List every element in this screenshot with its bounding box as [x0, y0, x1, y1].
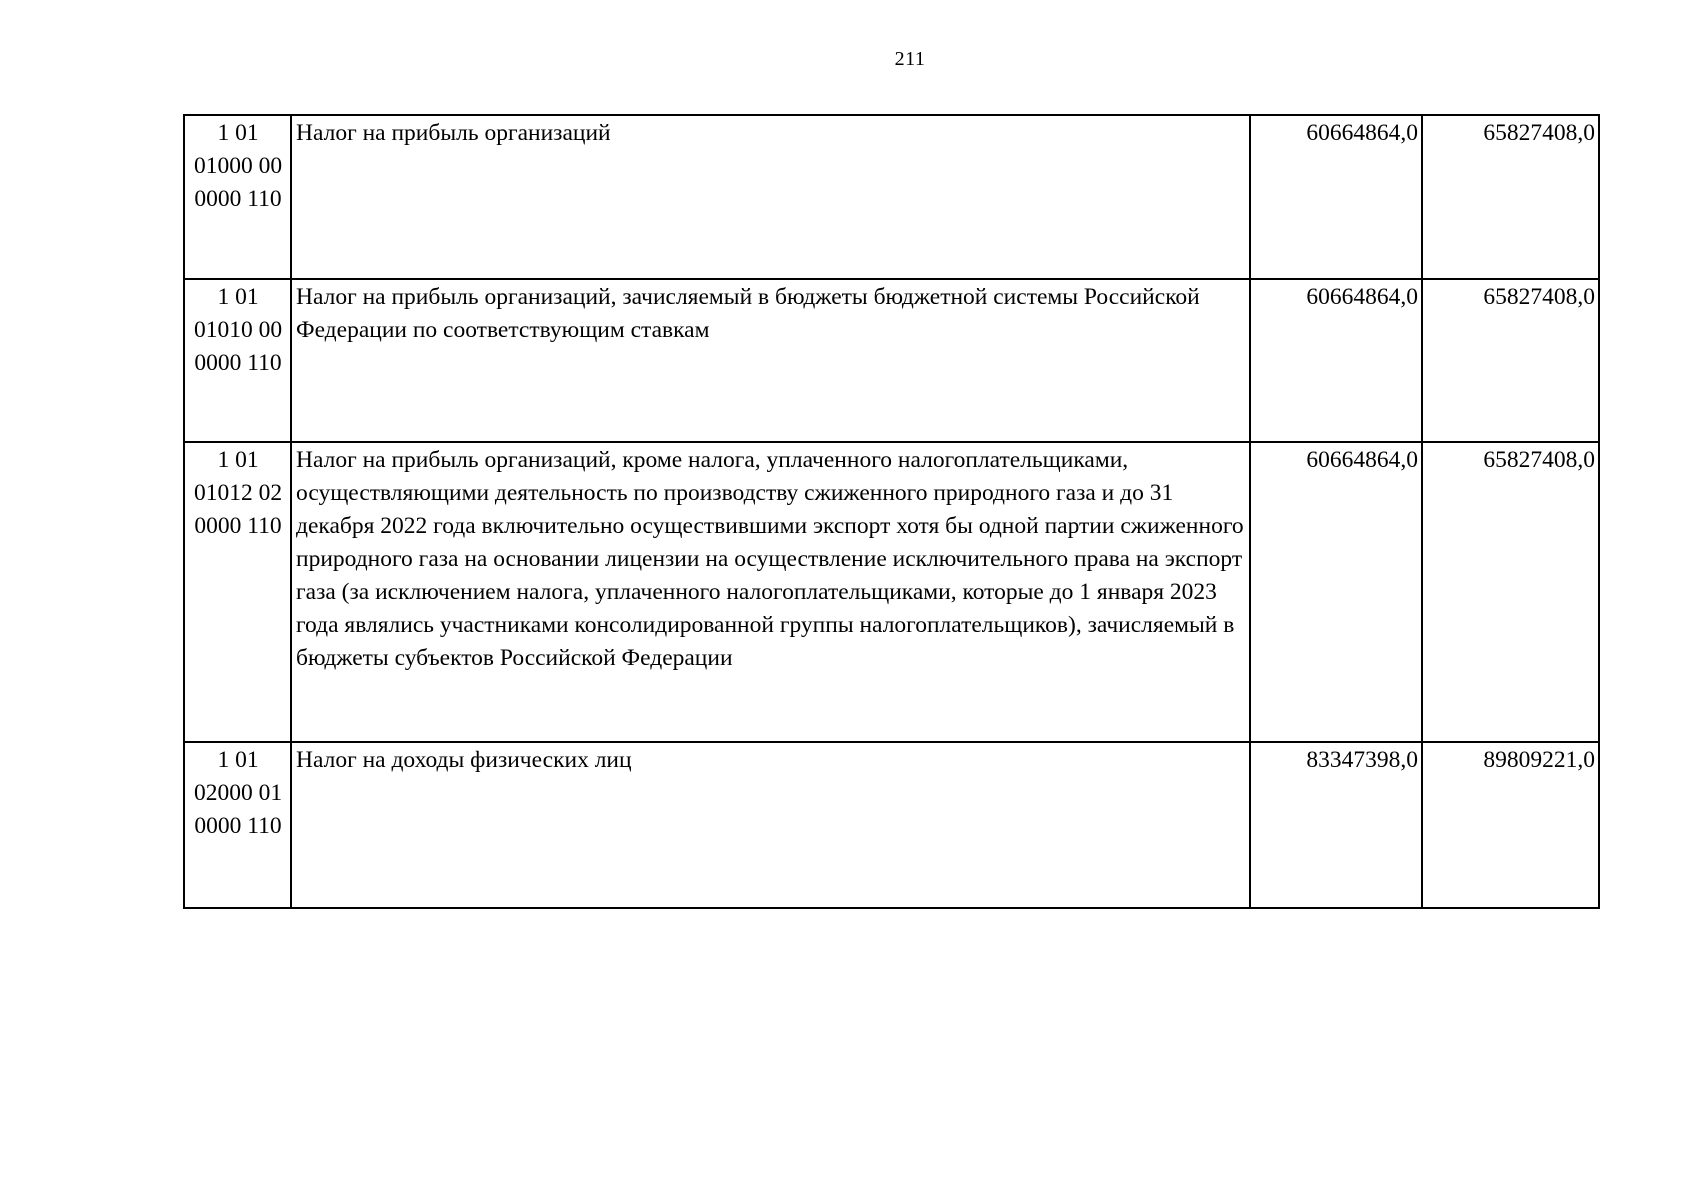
classification-code — [184, 279, 291, 442]
amount-year-2: 65827408,0 — [1422, 115, 1599, 279]
revenue-name: Налог на прибыль организаций — [291, 115, 1250, 279]
amount-year-1: 83347398,0 — [1250, 742, 1422, 908]
amount-year-2: 65827408,0 — [1422, 442, 1599, 742]
code-line: 01012 02 — [193, 480, 283, 506]
classification-code — [184, 742, 291, 908]
table-row — [184, 115, 1599, 279]
code-line: 1 01 — [217, 120, 259, 146]
code-line: 1 01 — [217, 447, 259, 473]
amount-year-1: 60664864,0 — [1250, 115, 1422, 279]
revenue-name: Налог на прибыль организаций, зачисляемый в бюджеты бюджетной системы Российской Федерации по соответствующим ставкам — [291, 279, 1250, 442]
budget-revenue-table — [183, 114, 1600, 909]
amount-year-2: 89809221,0 — [1422, 742, 1599, 908]
amount-year-1: 60664864,0 — [1250, 442, 1422, 742]
code-line: 02000 01 — [193, 780, 283, 806]
amount-year-1: 60664864,0 — [1250, 279, 1422, 442]
table-row — [184, 742, 1599, 908]
code-line: 0000 110 — [194, 813, 282, 839]
code-line: 0000 110 — [194, 350, 282, 376]
code-line: 1 01 — [217, 284, 259, 310]
code-line: 0000 110 — [194, 186, 282, 212]
classification-code — [184, 115, 291, 279]
table-row — [184, 442, 1599, 742]
revenue-name: Налог на доходы физических лиц — [291, 742, 1250, 908]
code-line: 0000 110 — [194, 513, 282, 539]
amount-year-2: 65827408,0 — [1422, 279, 1599, 442]
page-number: 211 — [894, 48, 926, 70]
table-row — [184, 279, 1599, 442]
code-line: 01010 00 — [193, 317, 283, 343]
code-line: 01000 00 — [193, 153, 283, 179]
revenue-name: Налог на прибыль организаций, кроме налога, уплаченного налогоплательщиками, осуществляющими деятельность по производству сжиженного природного газа и до 31 декабря 2022 года включительно осуществившими экспорт хотя бы одной партии сжиженного природного газа на основании лицензии на осуществление исключительного права на экспорт газа (за исключением налога, уплаченного налогоплательщиками, которые до 1 января 2023 года являлись участниками консолидированной группы налогоплательщиков), зачисляемый в бюджеты субъектов Российской Федерации — [291, 442, 1250, 742]
classification-code — [184, 442, 291, 742]
code-line: 1 01 — [217, 747, 259, 773]
